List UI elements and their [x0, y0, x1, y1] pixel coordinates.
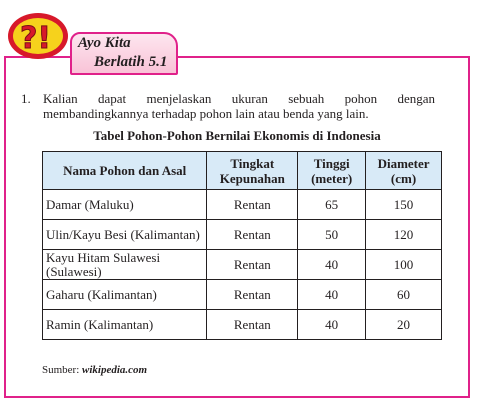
tree-table — [42, 151, 442, 340]
table-header-row — [43, 152, 442, 190]
table-cell: Rentan — [207, 280, 298, 310]
title-line-2: Berlatih 5.1 — [94, 54, 168, 70]
table-cell: 120 — [366, 220, 442, 250]
item-text — [43, 91, 435, 121]
table-cell: Gaharu (Kalimantan) — [43, 280, 207, 310]
badge-label: ?! — [20, 21, 52, 56]
column-header: Tinggi (meter) — [298, 152, 366, 190]
table-cell: 40 — [298, 250, 366, 280]
table-cell: Ulin/Kayu Besi (Kalimantan) — [43, 220, 207, 250]
table-row — [43, 190, 442, 220]
table-row — [43, 220, 442, 250]
column-header: Diameter (cm) — [366, 152, 442, 190]
table-title: Tabel Pohon-Pohon Bernilai Ekonomis di Indonesia — [93, 128, 381, 143]
table-cell: 40 — [298, 280, 366, 310]
source-value: wikipedia.com — [82, 364, 148, 376]
table-cell: 20 — [366, 310, 442, 340]
table-cell: Rentan — [207, 250, 298, 280]
column-header: Tingkat Kepunahan — [207, 152, 298, 190]
table-cell: Ramin (Kalimantan) — [43, 310, 207, 340]
source-note — [42, 364, 147, 376]
table-cell: Rentan — [207, 310, 298, 340]
source-label: Sumber: — [42, 364, 80, 376]
table-row — [43, 280, 442, 310]
exercise-title — [78, 34, 167, 72]
table-cell: Rentan — [207, 190, 298, 220]
table-cell: 100 — [366, 250, 442, 280]
table-row — [43, 250, 442, 280]
item-text-line-2: membandingkannya terhadap pohon lain atau benda yang lain. — [43, 106, 369, 121]
table-cell: Damar (Maluku) — [43, 190, 207, 220]
table-cell: Rentan — [207, 220, 298, 250]
table-cell: 60 — [366, 280, 442, 310]
question-badge-icon — [4, 0, 80, 64]
table-row — [43, 310, 442, 340]
table-cell: 150 — [366, 190, 442, 220]
table-cell: Kayu Hitam Sulawesi (Sulawesi) — [43, 250, 207, 280]
item-text-line-1: Kalian dapat menjelaskan ukuran sebuah pohon dengan — [43, 91, 435, 106]
column-header: Nama Pohon dan Asal — [43, 152, 207, 190]
table-cell: 50 — [298, 220, 366, 250]
table-cell: 40 — [298, 310, 366, 340]
item-number: 1. — [21, 91, 31, 106]
table-cell: 65 — [298, 190, 366, 220]
title-line-1: Ayo Kita — [78, 35, 131, 51]
